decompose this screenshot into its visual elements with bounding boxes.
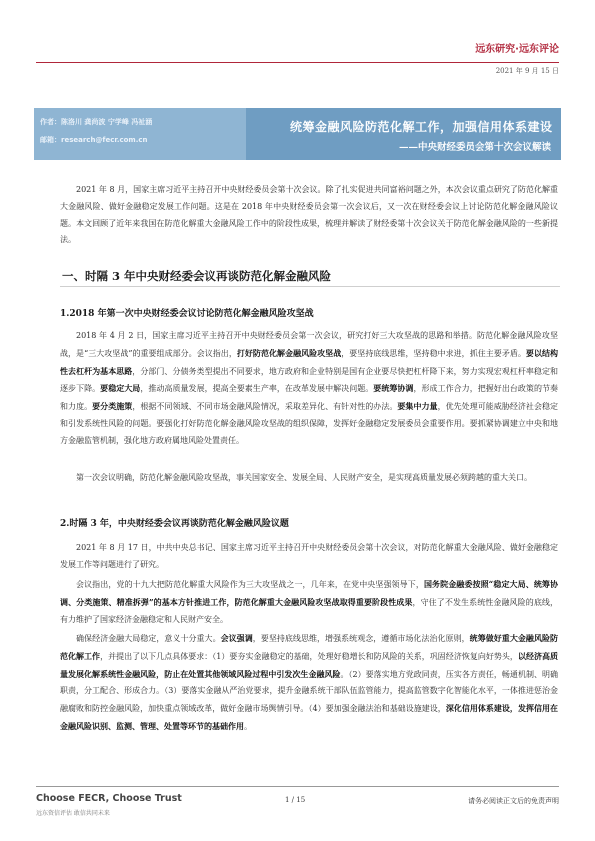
subsection-heading-2: 2.时隔 3 年，中央财经委会议再谈防范化解金融风险议题 [60, 519, 289, 529]
report-series-label: 远东研究·远东评论 [475, 44, 559, 55]
section-heading-1: 一、时隔 3 年中央财经委会议再谈防范化解金融风险 [62, 269, 332, 283]
intro-paragraph: 2021 年 8 月，国家主席习近平主持召开中央财经委员会第十次会议。除了扎实促进共同富裕问题之外，本次会议重点研究了防范化解重大金融风险、做好金融稳定发展工作问题。这是在 2018 年中央财经委员会第一次会议后，又一次在财经委会议上讨论防范化解金融风险议题。本文回顾了近年来我国在防范化解重大金融风险工作中的阶段性成果，梳理并解读了财经委第十次会议关于防范化解金融风险的一些新提法。 [60, 185, 558, 245]
report-subtitle: ——中央财经委员会第十次会议解读 [398, 142, 551, 153]
authors-row [40, 117, 152, 127]
report-title: 统筹金融风险防范化解工作，加强信用体系建设 [290, 120, 553, 134]
title-box [246, 108, 561, 160]
footer-slogan: 远东资信评估 敢信共同未来 [36, 810, 110, 817]
subsection-2-paragraph-3: 确保经济金融大局稳定，意义十分重大。会议强调，要坚持底线思维，增强系统观念，遵循市场化法治化原则，统筹做好重大金融风险防范化解工作，并提出了以下几点具体要求：（1）要夯实金融稳定的基础，处理好稳增长和防风险的关系，巩固经济恢复向好势头，以经济高质量发展化解系统性金融风险，防止在处置其他领域风险过程中引发次生金融风险。（2）要落实地方党政同责，压实各方责任，畅通机制、明确职责，分工配合、形成合力。（3）要落实金融从严治党要求，提升金融系统干部队伍监管能力，提高监管数字化智能化水平，一体推进惩治金融腐败和防控金融风险，加快重点领域改革，做好金融市场舆情引导。（4）要加强金融法治和基础设施建设，深化信用体系建设，发挥信用在金融风险识别、监测、管理、处置等环节的基础作用。 [60, 633, 559, 731]
subsection-2-paragraph-1: 2021 年 8 月 17 日，中共中央总书记、国家主席习近平主持召开中央财经委员会第十次会议，对防范化解重大金融风险、做好金融稳定发展工作等问题进行了研究。 [60, 543, 558, 569]
title-banner [34, 108, 561, 160]
email-link[interactable]: research@fecr.com.cn [61, 136, 148, 144]
header-divider [36, 62, 559, 63]
subsection-2-paragraph-2: 会议指出，党的十九大把防范化解重大风险作为三大攻坚战之一，几年来，在党中央坚强领导下，国务院金融委按照“稳定大局、统筹协调、分类施策、精准拆弹”的基本方针推进工作，防范化解重大金融风险攻坚战取得重要阶段性成果，守住了不发生系统性金融风险的底线，有力维护了国家经济金融稳定和人民财产安全。 [60, 579, 559, 624]
email-row [40, 135, 148, 145]
page-number: 1 / 15 [285, 796, 306, 804]
authors: 陈洛川 龚尚波 宁学峰 冯祉涵 [61, 118, 153, 126]
subsection-1-paragraph-1: 2018 年 4 月 2 日，国家主席习近平主持召开中央财经委员会第一次会议，研究打好三大攻坚战的思路和举措。防范化解金融风险攻坚战，是“三大攻坚战”的重要组成部分。会议指出，打好防范化解金融风险攻坚战，要坚持底线思维，坚持稳中求进，抓住主要矛盾。要以结构性去杠杆为基本思路，分部门、分债务类型提出不同要求，地方政府和企业特别是国有企业要尽快把杠杆降下来，努力实现宏观杠杆率稳定和逐步下降。要稳定大局，推动高质量发展，提高全要素生产率，在改革发展中解决问题。要统筹协调，形成工作合力，把握好出台政策的节奏和力度。要分类施策，根据不同领域、不同市场金融风险情况，采取差异化、有针对性的办法。要集中力量，优先处理可能威胁经济社会稳定和引发系统性风险的问题。要强化打好防范化解金融风险攻坚战的组织保障，发挥好金融稳定发展委员会重要作用。要抓紧协调建立中央和地方金融监管机制，强化地方政府属地风险处置责任。 [60, 331, 559, 445]
authors-label: 作者： [40, 118, 61, 126]
email-label: 邮箱： [40, 136, 61, 144]
report-date: 2021 年 9 月 15 日 [495, 67, 559, 75]
subsection-1-paragraph-2: 第一次会议明确，防范化解金融风险攻坚战，事关国家安全、发展全局、人民财产安全，是实现高质量发展必须跨越的重大关口。 [76, 473, 532, 482]
footer-brand: Choose FECR, Choose Trust [36, 793, 182, 804]
subsection-heading-1: 1.2018 年第一次中央财经委会议讨论防范化解金融风险攻坚战 [60, 309, 314, 319]
footer-disclaimer: 请务必阅读正文后的免责声明 [468, 797, 559, 805]
footer-divider [36, 786, 559, 787]
